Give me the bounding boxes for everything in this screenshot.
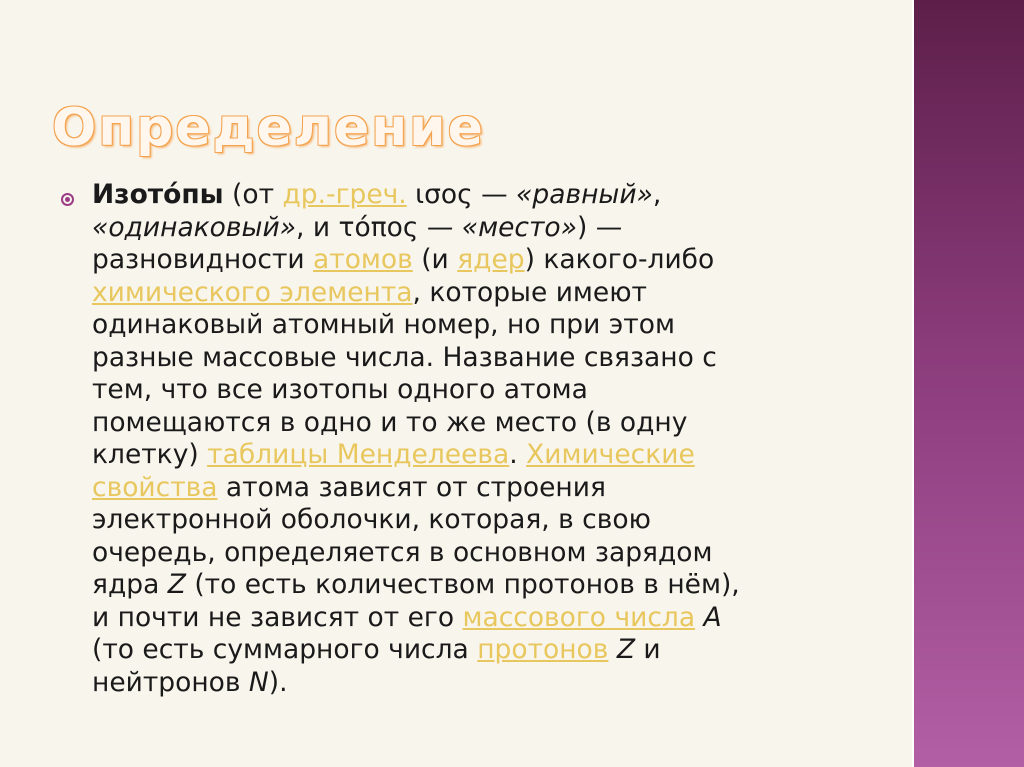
text-run: клетку) [92,439,208,470]
link-nuclei[interactable]: ядер [457,244,525,275]
text-line-7: тем, что все изотопы одного атома [92,374,588,405]
text-run: и почти не зависят от его [92,601,463,633]
symbol-n: N [248,666,269,698]
link-periodic-table[interactable]: таблицы Менделеева [207,439,510,470]
text-run: ядра [92,569,168,600]
link-chemical-element[interactable]: химического элемента [92,276,413,308]
text-run: , которые имеют [412,276,647,308]
term-text: Изото́пы [92,179,224,210]
text-run: ) — [577,211,623,243]
link-ancient-greek[interactable]: др.-греч. [282,179,407,210]
text-run: , [652,179,662,210]
text-run: (то есть количеством протонов в нём), [185,569,740,600]
text-line-2 [92,212,832,245]
link-chemical-properties[interactable]: Химические [526,439,695,470]
text-run [695,602,703,633]
text-line-10 [92,472,832,505]
text-run: атома зависят от строения [217,471,606,503]
text-line-9 [92,439,832,472]
text-run: (от [223,179,283,210]
text-line-3 [92,244,832,277]
text-run: «равный» [516,179,653,210]
text-run: ισος — [406,179,517,210]
symbol-a: A [703,601,722,633]
symbol-z: Z [616,634,635,665]
body-paragraph [92,179,832,699]
text-run: , и τόπος — [296,211,462,243]
text-line-4 [92,277,832,310]
link-atoms[interactable]: атомов [313,244,413,275]
decorative-side-band [914,0,1024,767]
text-run: и [634,634,661,665]
text-line-15 [92,634,832,667]
link-protons[interactable]: протонов [477,634,609,665]
slide-title: Определение [52,98,485,158]
text-line-5: одинаковый атомный номер, но при этом [92,309,675,340]
text-run: (то есть суммарного числа [92,634,478,665]
bullet-circle-icon [61,193,74,206]
symbol-z: Z [167,569,186,600]
text-line-16 [92,667,832,700]
text-run [608,634,616,665]
text-line-12: очередь, определяется в основном зарядом [92,536,713,568]
link-properties[interactable]: свойства [92,471,218,503]
text-run: (и [412,244,458,275]
text-run: ) какого-либо [524,244,715,275]
text-run: . [509,439,527,470]
text-line-6: разные массовые числа. Название связано с [92,341,717,373]
text-line-1 [92,179,832,212]
text-run: «одинаковый» [92,211,297,243]
text-line-8: помещаются в одно и то же место (в одну [92,406,688,438]
text-run: нейтронов [92,666,249,698]
text-line-11: электронной оболочки, которая, в свою [92,504,651,535]
text-line-14 [92,602,832,635]
text-run: ). [268,666,288,698]
link-mass-number[interactable]: массового числа [462,601,696,633]
text-run: разновидности [92,244,314,275]
text-run: «место» [461,211,577,243]
text-line-13 [92,569,832,602]
